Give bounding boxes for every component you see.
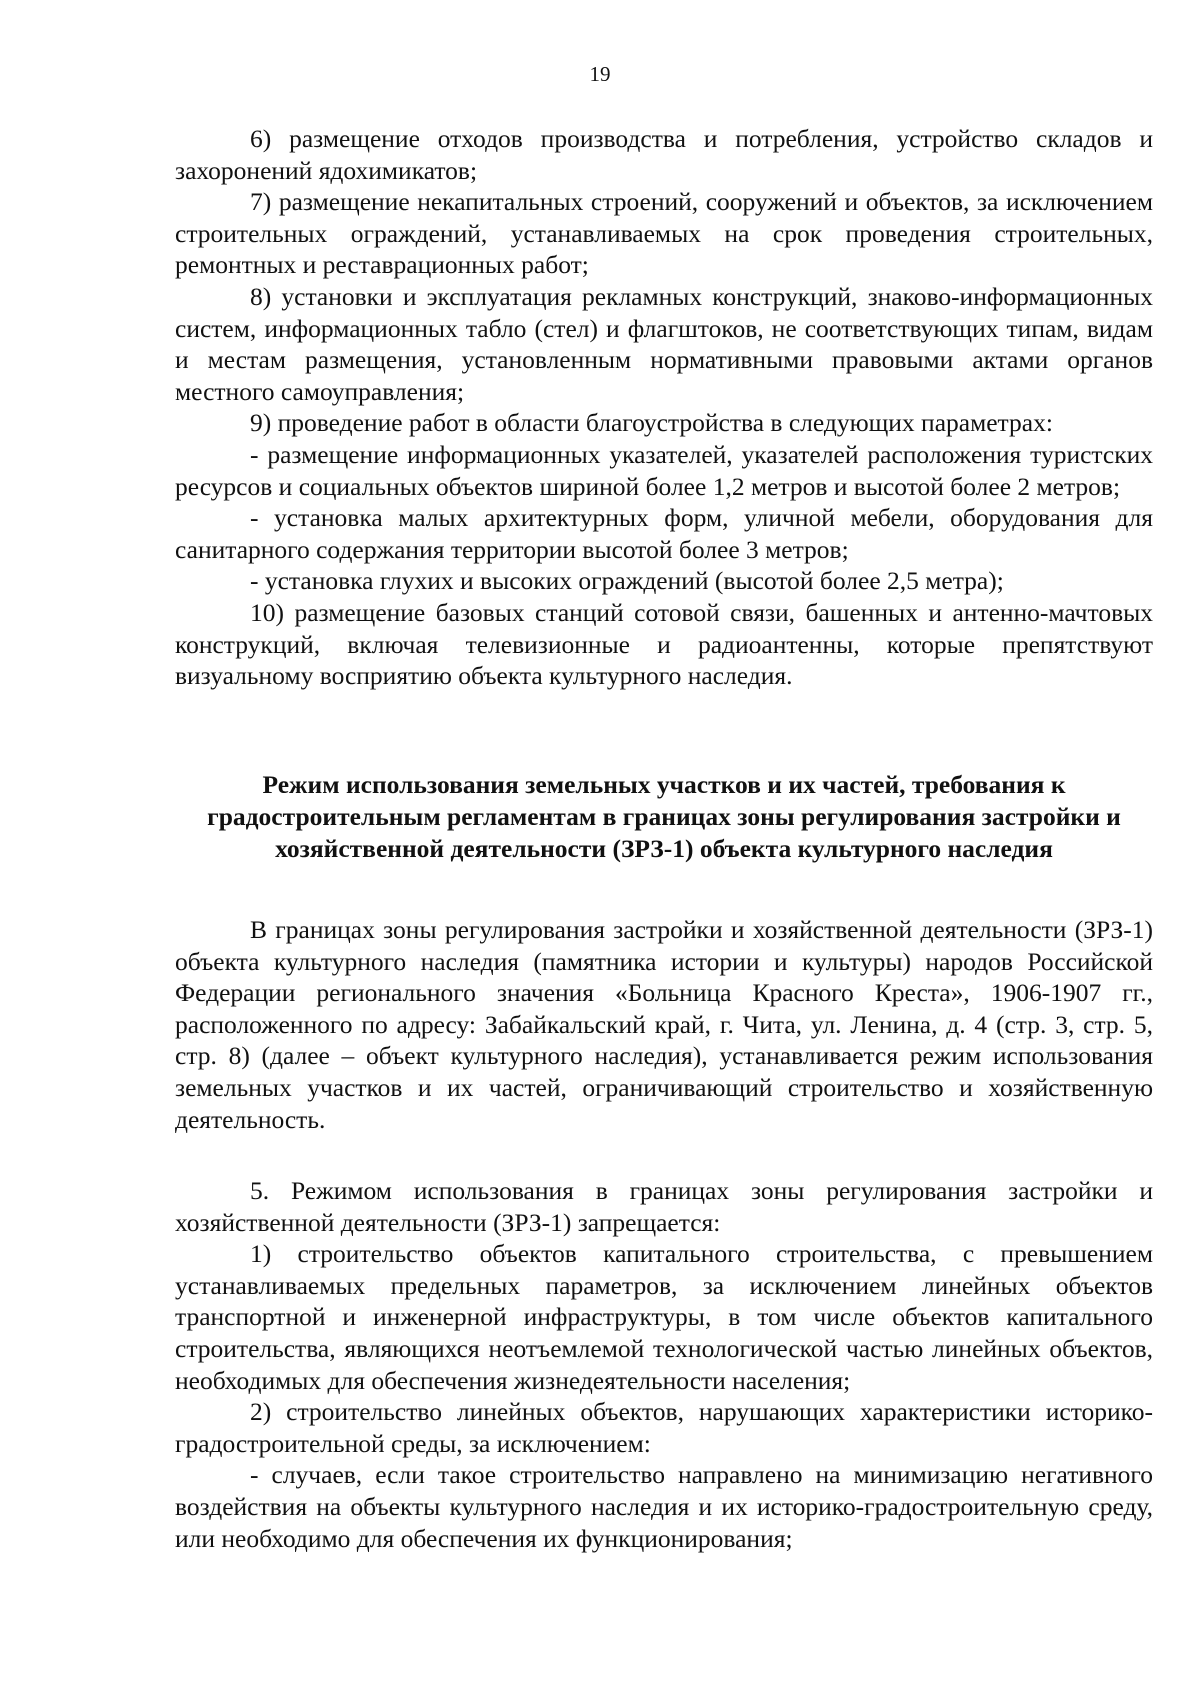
paragraph: 2) строительство линейных объектов, нарушающих характеристики историко-градостроительной среды, за исключением: — [175, 1397, 1153, 1458]
paragraph: 10) размещение базовых станций сотовой связи, башенных и антенно-мачтовых конструкций, включая телевизионные и радиоантенны, которые препятствуют визуальному восприятию объекта культурного наследия. — [175, 597, 1153, 691]
paragraph: 1) строительство объектов капитального строительства, с превышением устанавливаемых предельных параметров, за исключением линейных объектов транспортной и инженерной инфраструктуры, в том числе объектов капитального строительства, являющихся неотъемлемой технологической частью линейных объектов, необходимых для обеспечения жизнедеятельности населения; — [175, 1239, 1153, 1395]
page-number: 19 — [589, 62, 611, 86]
paragraph: 8) установки и эксплуатация рекламных конструкций, знаково-информационных систем, информационных табло (стел) и флагштоков, не соответствующих типам, видам и местам размещения, установленным нормативными правовыми актами органов местного самоуправления; — [175, 281, 1153, 406]
paragraph: В границах зоны регулирования застройки и хозяйственной деятельности (ЗРЗ-1) объекта культурного наследия (памятника истории и культуры) народов Российской Федерации регионального значения «Больница Красного Креста», 1906-1907 гг., расположенного по адресу: Забайкальский край, г. Чита, ул. Ленина, д. 4 (стр. 3, стр. 5, стр. 8) (далее – объект культурного наследия), устанавливается режим использования земельных участков и их частей, ограничивающий строительство и хозяйственную деятельность. — [175, 915, 1153, 1134]
section-intro — [175, 914, 1153, 1135]
zrz1-prohibitions-list — [175, 1175, 1153, 1554]
paragraph: - размещение информационных указателей, указателей расположения туристских ресурсов и социальных объектов шириной более 1,2 метров и высотой более 2 метров; — [175, 439, 1153, 501]
paragraph: 9) проведение работ в области благоустройства в следующих параметрах: — [250, 408, 1053, 438]
paragraph: - установка малых архитектурных форм, уличной мебели, оборудования для санитарного содержания территории высотой более 3 метров; — [175, 503, 1153, 564]
paragraph: - установка глухих и высоких ограждений (высотой более 2,5 метра); — [250, 566, 1004, 596]
paragraph: 7) размещение некапитальных строений, сооружений и объектов, за исключением строительных ограждений, устанавливаемых на срок проведения строительных, ремонтных и реставрационных работ; — [175, 187, 1153, 280]
prohibitions-list-continued — [175, 123, 1153, 692]
section-heading: Режим использования земельных участков и их частей, требования к градостроительным регламентам в границах зоны регулирования застройки и хозяйственной деятельности (ЗРЗ-1) объекта культурного наследия — [207, 770, 1121, 863]
paragraph: 5. Режимом использования в границах зоны регулирования застройки и хозяйственной деятельности (ЗРЗ-1) запрещается: — [175, 1176, 1153, 1237]
paragraph: 6) размещение отходов производства и потребления, устройство складов и захоронений ядохимикатов; — [175, 124, 1153, 185]
paragraph: - случаев, если такое строительство направлено на минимизацию негативного воздействия на объекты культурного наследия и их историко-градостроительную среду, или необходимо для обеспечения их функционирования; — [175, 1460, 1153, 1553]
